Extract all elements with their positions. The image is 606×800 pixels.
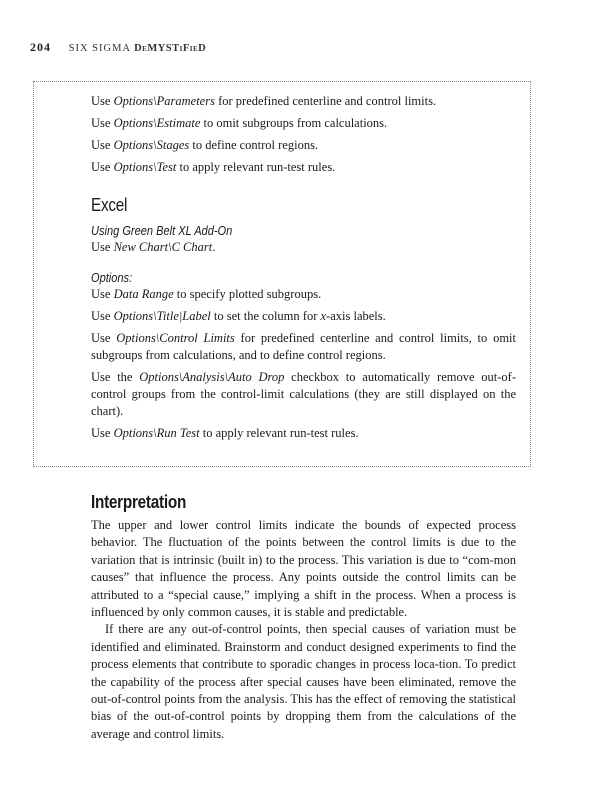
addon-line: Use New Chart\C Chart.	[91, 240, 216, 254]
page-number: 204	[30, 40, 51, 54]
option-line: Use Options\Control Limits for predefined centerline and control limits, to omit subgroups from calculations, and to define control regions.	[91, 331, 516, 362]
software-instructions-content	[91, 93, 516, 442]
minitab-line: Use Options\Stages to define control regions.	[91, 138, 319, 152]
option-line: Use Options\Run Test to apply relevant run-test rules.	[91, 426, 359, 440]
paragraph: The upper and lower control limits indicate the bounds of expected process behavior. The fluctuation of the points between the control limits is due to the variation that is intrinsic (built in) to the process. This variation is due to “com-mon causes” that influence the process. Any points outside the control limits can be attributed to a “special cause,” implying a shift in the process. When a process is influenced by only common causes, it is stable and predictable.	[91, 518, 516, 620]
book-title-prefix: SIX SIGMA	[68, 43, 131, 54]
option-line: Use Data Range to specify plotted subgroups.	[91, 287, 322, 301]
options-heading: Options:	[91, 270, 133, 285]
option-line: Use the Options\Analysis\Auto Drop checkbox to automatically remove out-of-control groups from the control-limit calculations (they are still displayed on the chart).	[91, 370, 516, 418]
paragraph: If there are any out-of-control points, then special causes of variation must be identified and eliminated. Brainstorm and conduct designed experiments to find the process elements that contribute to sporadic changes in process loca-tion. To predict the capability of the process after special causes have been eliminated, remove the out-of-control points from the analysis. This has the effect of removing the statistical bias of the out-of-control points by dropping them from the calculations of the average and control limits.	[91, 622, 516, 741]
minitab-line: Use Options\Test to apply relevant run-test rules.	[91, 160, 336, 174]
running-header	[30, 40, 206, 55]
option-line: Use Options\Title|Label to set the column for x-axis labels.	[91, 309, 386, 323]
interpretation-body	[91, 517, 516, 743]
addon-heading: Using Green Belt XL Add-On	[91, 223, 233, 238]
minitab-line: Use Options\Estimate to omit subgroups from calculations.	[91, 116, 388, 130]
minitab-line: Use Options\Parameters for predefined centerline and control limits.	[91, 94, 437, 108]
section-heading: Interpretation	[91, 492, 187, 512]
excel-heading: Excel	[91, 195, 128, 215]
book-title-suffix: DeMYSTiFieD	[134, 43, 207, 54]
